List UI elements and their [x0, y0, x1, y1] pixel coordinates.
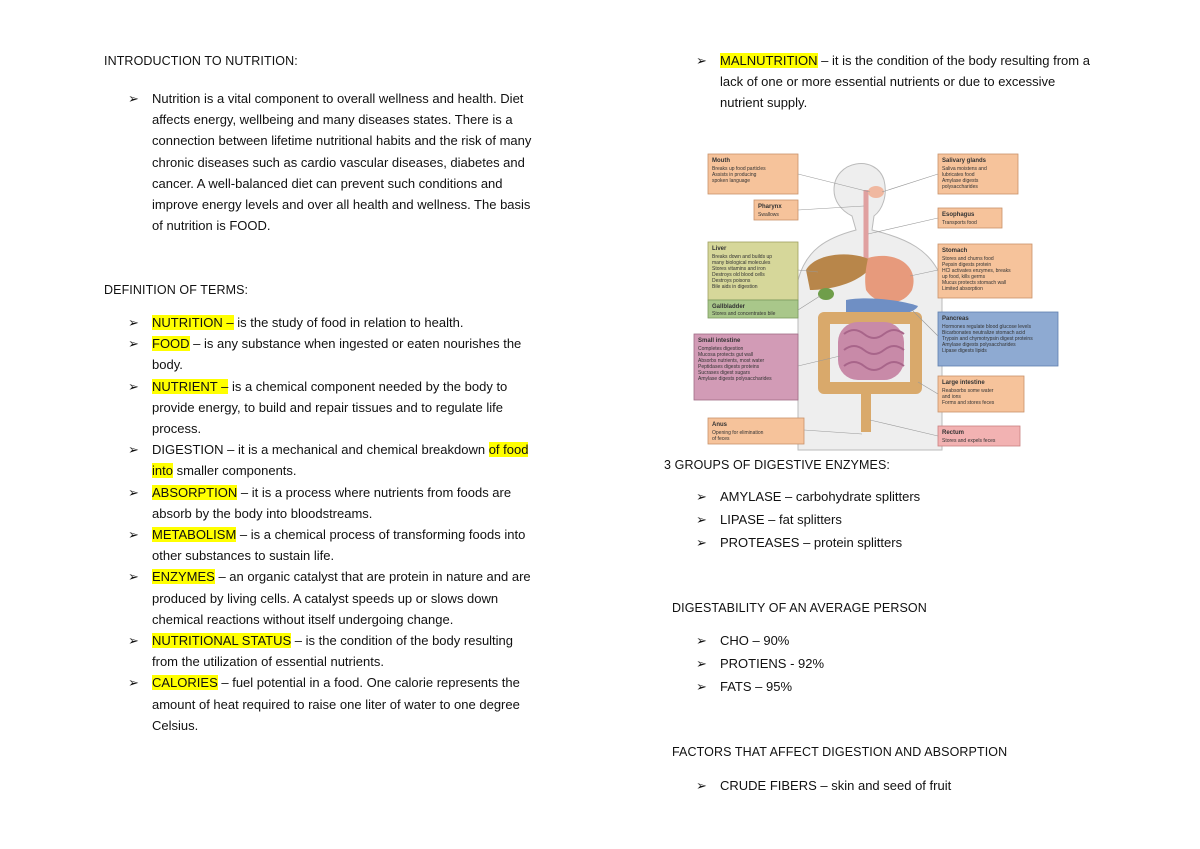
- definition-text: – an organic catalyst that are protein in nature and are produced by living cells. A catalyst speeds up or slows down chemical reactions without itself undergoing change.: [152, 569, 531, 627]
- term-highlight: NUTRITION –: [152, 315, 234, 330]
- digestability-heading: DIGESTABILITY OF AN AVERAGE PERSON: [672, 601, 927, 615]
- list-item: [672, 653, 1092, 674]
- label-line: Breaks down and builds up: [712, 254, 773, 260]
- label-text: Swallows: [758, 212, 779, 218]
- label-line: up food, kills germs: [942, 274, 986, 280]
- definition-item-food: [104, 333, 534, 375]
- enzymes-list: [672, 486, 1092, 554]
- list-item: [672, 509, 1092, 530]
- label-title: Large intestine: [942, 380, 985, 386]
- definitions-heading: DEFINITION OF TERMS:: [104, 283, 249, 297]
- list-item-text: LIPASE – fat splitters: [720, 512, 842, 528]
- arrow-bullet-icon: ➢: [128, 336, 139, 352]
- label-line: Reabsorbs some water: [942, 388, 994, 394]
- label-line: and ions: [942, 394, 961, 400]
- arrow-bullet-icon: ➢: [696, 53, 707, 68]
- label-line: Amylase digests polysaccharides: [698, 376, 772, 382]
- arrow-bullet-icon: ➢: [696, 535, 707, 551]
- label-line: Mucus protects stomach wall: [942, 280, 1007, 286]
- label-line: Stores vitamins and iron: [712, 266, 766, 272]
- label-title: Stomach: [942, 248, 968, 254]
- label-large-intestine: [938, 376, 1024, 412]
- definition-text: – is a chemical process of transforming foods into other substances to sustain life.: [152, 527, 526, 564]
- label-rectum: [938, 426, 1020, 446]
- label-title: Mouth: [712, 158, 730, 164]
- label-title: Rectum: [942, 430, 965, 436]
- definition-item-metabolism: [104, 524, 534, 566]
- arrow-bullet-icon: ➢: [696, 512, 707, 528]
- arrow-bullet-icon: ➢: [696, 489, 707, 504]
- arrow-bullet-icon: ➢: [128, 484, 139, 500]
- term-highlight: of food into: [152, 442, 529, 479]
- definition-item-nutrient: [104, 376, 534, 440]
- intro-paragraph: Nutrition is a vital component to overall wellness and health. Diet affects energy, wellbeing and many diseases states. There is a connection between lifetime nutritional habits and the risk of many chronic diseases such as cardio vascular diseases, diabetes and cancer. A well-balanced diet can prevent such conditions and improve energy levels and over all health and wellness. The basis of nutrition is FOOD.: [152, 91, 532, 234]
- definition-item-malnutrition: [672, 50, 1092, 114]
- label-line: Amylase digests polysaccharides: [942, 342, 1016, 348]
- digestive-diagram-svg: [698, 150, 1066, 450]
- label-title: Anus: [712, 422, 727, 428]
- factors-heading: FACTORS THAT AFFECT DIGESTION AND ABSORPTION: [672, 745, 1008, 759]
- definition-text: is the study of food in relation to health.: [233, 315, 464, 330]
- list-item-text: PROTEASES – protein splitters: [720, 535, 903, 551]
- label-pancreas: [938, 312, 1058, 366]
- arrow-bullet-icon: ➢: [128, 569, 139, 585]
- label-esophagus: [938, 208, 1002, 228]
- term-highlight: FOOD: [152, 336, 190, 352]
- term-highlight: CALORIES: [152, 675, 218, 691]
- arrow-bullet-icon: ➢: [128, 527, 139, 543]
- arrow-bullet-icon: ➢: [128, 378, 139, 394]
- label-line: Mucosa protects gut wall: [698, 352, 754, 358]
- label-gallbladder: [708, 300, 798, 318]
- label-title: Small intestine: [698, 338, 741, 344]
- label-title: Esophagus: [942, 212, 975, 218]
- label-line: Destroys old blood cells: [712, 272, 765, 278]
- definition-item-absorption: [104, 482, 534, 524]
- label-line: lubricates food: [942, 172, 975, 178]
- definition-item-digestion: [104, 439, 534, 481]
- arrow-bullet-icon: ➢: [128, 442, 139, 458]
- label-pharynx: [754, 200, 798, 220]
- digestive-system-diagram: [698, 150, 1066, 450]
- definition-item-enzymes: [104, 566, 534, 630]
- list-item-text: AMYLASE – carbohydrate splitters: [720, 489, 921, 504]
- label-line: Bile aids in digestion: [712, 284, 758, 290]
- arrow-bullet-icon: ➢: [696, 679, 707, 695]
- label-text: Stores and expels feces: [942, 438, 996, 444]
- definition-text: is a chemical component needed by the body to provide energy, to build and repair tissues and to regulate life process.: [152, 378, 508, 437]
- label-title: Gallbladder: [712, 304, 746, 310]
- label-text: Stores and concentrates bile: [712, 311, 776, 317]
- label-anus: [708, 418, 804, 444]
- arrow-bullet-icon: ➢: [128, 633, 139, 649]
- label-line: Forms and stores feces: [942, 400, 995, 406]
- label-line: many biological molecules: [712, 260, 771, 266]
- definition-text: DIGESTION – it is a mechanical and chemical breakdown: [152, 442, 489, 458]
- label-line: Limited absorption: [942, 286, 983, 292]
- label-line: polysaccharides: [942, 184, 978, 190]
- label-title: Liver: [712, 246, 727, 252]
- definition-text: smaller components.: [172, 463, 297, 479]
- label-line: Trypsin and chymotrypsin digest proteins: [942, 336, 1033, 342]
- intro-list: [104, 88, 534, 236]
- list-item-text: FATS – 95%: [720, 679, 793, 695]
- label-title: Salivary glands: [942, 158, 987, 164]
- definitions-list: [104, 312, 534, 736]
- label-line: Pepsin digests protein: [942, 262, 992, 268]
- malnutrition-list: [672, 50, 1092, 114]
- list-item-text: CRUDE FIBERS – skin and seed of fruit: [720, 778, 952, 793]
- list-item: [104, 88, 534, 236]
- label-small-intestine: [694, 334, 798, 400]
- definition-text: – is the condition of the body resulting from the utilization of essential nutrients.: [152, 633, 514, 670]
- label-line: Stores and churns food: [942, 256, 994, 262]
- list-item: [672, 486, 1092, 507]
- digestability-list: [672, 630, 1092, 698]
- definition-text: – it is a process where nutrients from foods are absorb by the body into bloodstreams.: [152, 484, 512, 521]
- label-line: Opening for elimination: [712, 430, 764, 436]
- label-line: Hormones regulate blood glucose levels: [942, 324, 1031, 330]
- label-line: HCl activates enzymes, breaks: [942, 268, 1011, 274]
- label-line: Amylase digests: [942, 178, 979, 184]
- label-mouth: [708, 154, 798, 194]
- arrow-bullet-icon: ➢: [128, 675, 139, 691]
- label-line: Completes digestion: [698, 346, 744, 352]
- label-line: Destroys poisons: [712, 278, 751, 284]
- label-line: Breaks up food particles: [712, 166, 766, 172]
- definition-item-nutritional-status: [104, 630, 534, 672]
- list-item: [672, 532, 1092, 553]
- term-highlight: METABOLISM: [152, 527, 237, 543]
- label-line: Bicarbonates neutralize stomach acid: [942, 330, 1026, 336]
- list-item-text: CHO – 90%: [720, 633, 790, 648]
- label-line: Absorbs nutrients, most water: [698, 358, 765, 364]
- arrow-bullet-icon: ➢: [128, 91, 139, 106]
- intro-heading: INTRODUCTION TO NUTRITION:: [104, 54, 298, 68]
- term-highlight: NUTRITIONAL STATUS: [152, 633, 292, 649]
- label-title: Pharynx: [758, 204, 782, 210]
- label-line: Assists in producing: [712, 172, 757, 178]
- definition-text: – it is the condition of the body resulting from a lack of one or more essential nutrients or due to excessive nutrient supply.: [720, 53, 1090, 111]
- gallbladder-shape: [818, 288, 834, 300]
- term-highlight: ABSORPTION: [152, 484, 238, 500]
- small-intestine-shape: [838, 322, 904, 380]
- term-highlight: MALNUTRITION: [720, 53, 818, 68]
- label-line: Sucrases digest sugars: [698, 370, 750, 376]
- mouth-shape: [868, 186, 884, 198]
- list-item-text: PROTIENS - 92%: [720, 656, 825, 672]
- list-item: [672, 775, 1092, 796]
- definition-text: – fuel potential in a food. One calorie represents the amount of heat required to raise one liter of water to one degree Celsius.: [152, 675, 520, 733]
- arrow-bullet-icon: ➢: [696, 633, 707, 648]
- enzymes-heading: 3 GROUPS OF DIGESTIVE ENZYMES:: [664, 458, 890, 472]
- arrow-bullet-icon: ➢: [696, 656, 707, 672]
- definition-item-calories: [104, 672, 534, 736]
- list-item: [672, 676, 1092, 697]
- factors-list: [672, 775, 1092, 796]
- label-liver: [708, 242, 798, 300]
- label-line: Saliva moistens and: [942, 166, 987, 172]
- arrow-bullet-icon: ➢: [696, 778, 707, 793]
- arrow-bullet-icon: ➢: [128, 315, 139, 330]
- term-highlight: ENZYMES: [152, 569, 215, 585]
- label-stomach: [938, 244, 1032, 298]
- term-highlight: NUTRIENT –: [152, 378, 229, 394]
- label-line: of feces: [712, 436, 730, 442]
- definition-text: – is any substance when ingested or eaten nourishes the body.: [152, 336, 522, 373]
- definition-item-nutrition: [104, 312, 534, 333]
- label-line: Peptidases digests proteins: [698, 364, 760, 370]
- list-item: [672, 630, 1092, 651]
- label-title: Pancreas: [942, 316, 969, 322]
- label-line: spoken language: [712, 178, 751, 184]
- label-salivary-glands: [938, 154, 1018, 194]
- label-line: Lipase digests lipids: [942, 348, 987, 354]
- label-text: Transports food: [942, 220, 977, 226]
